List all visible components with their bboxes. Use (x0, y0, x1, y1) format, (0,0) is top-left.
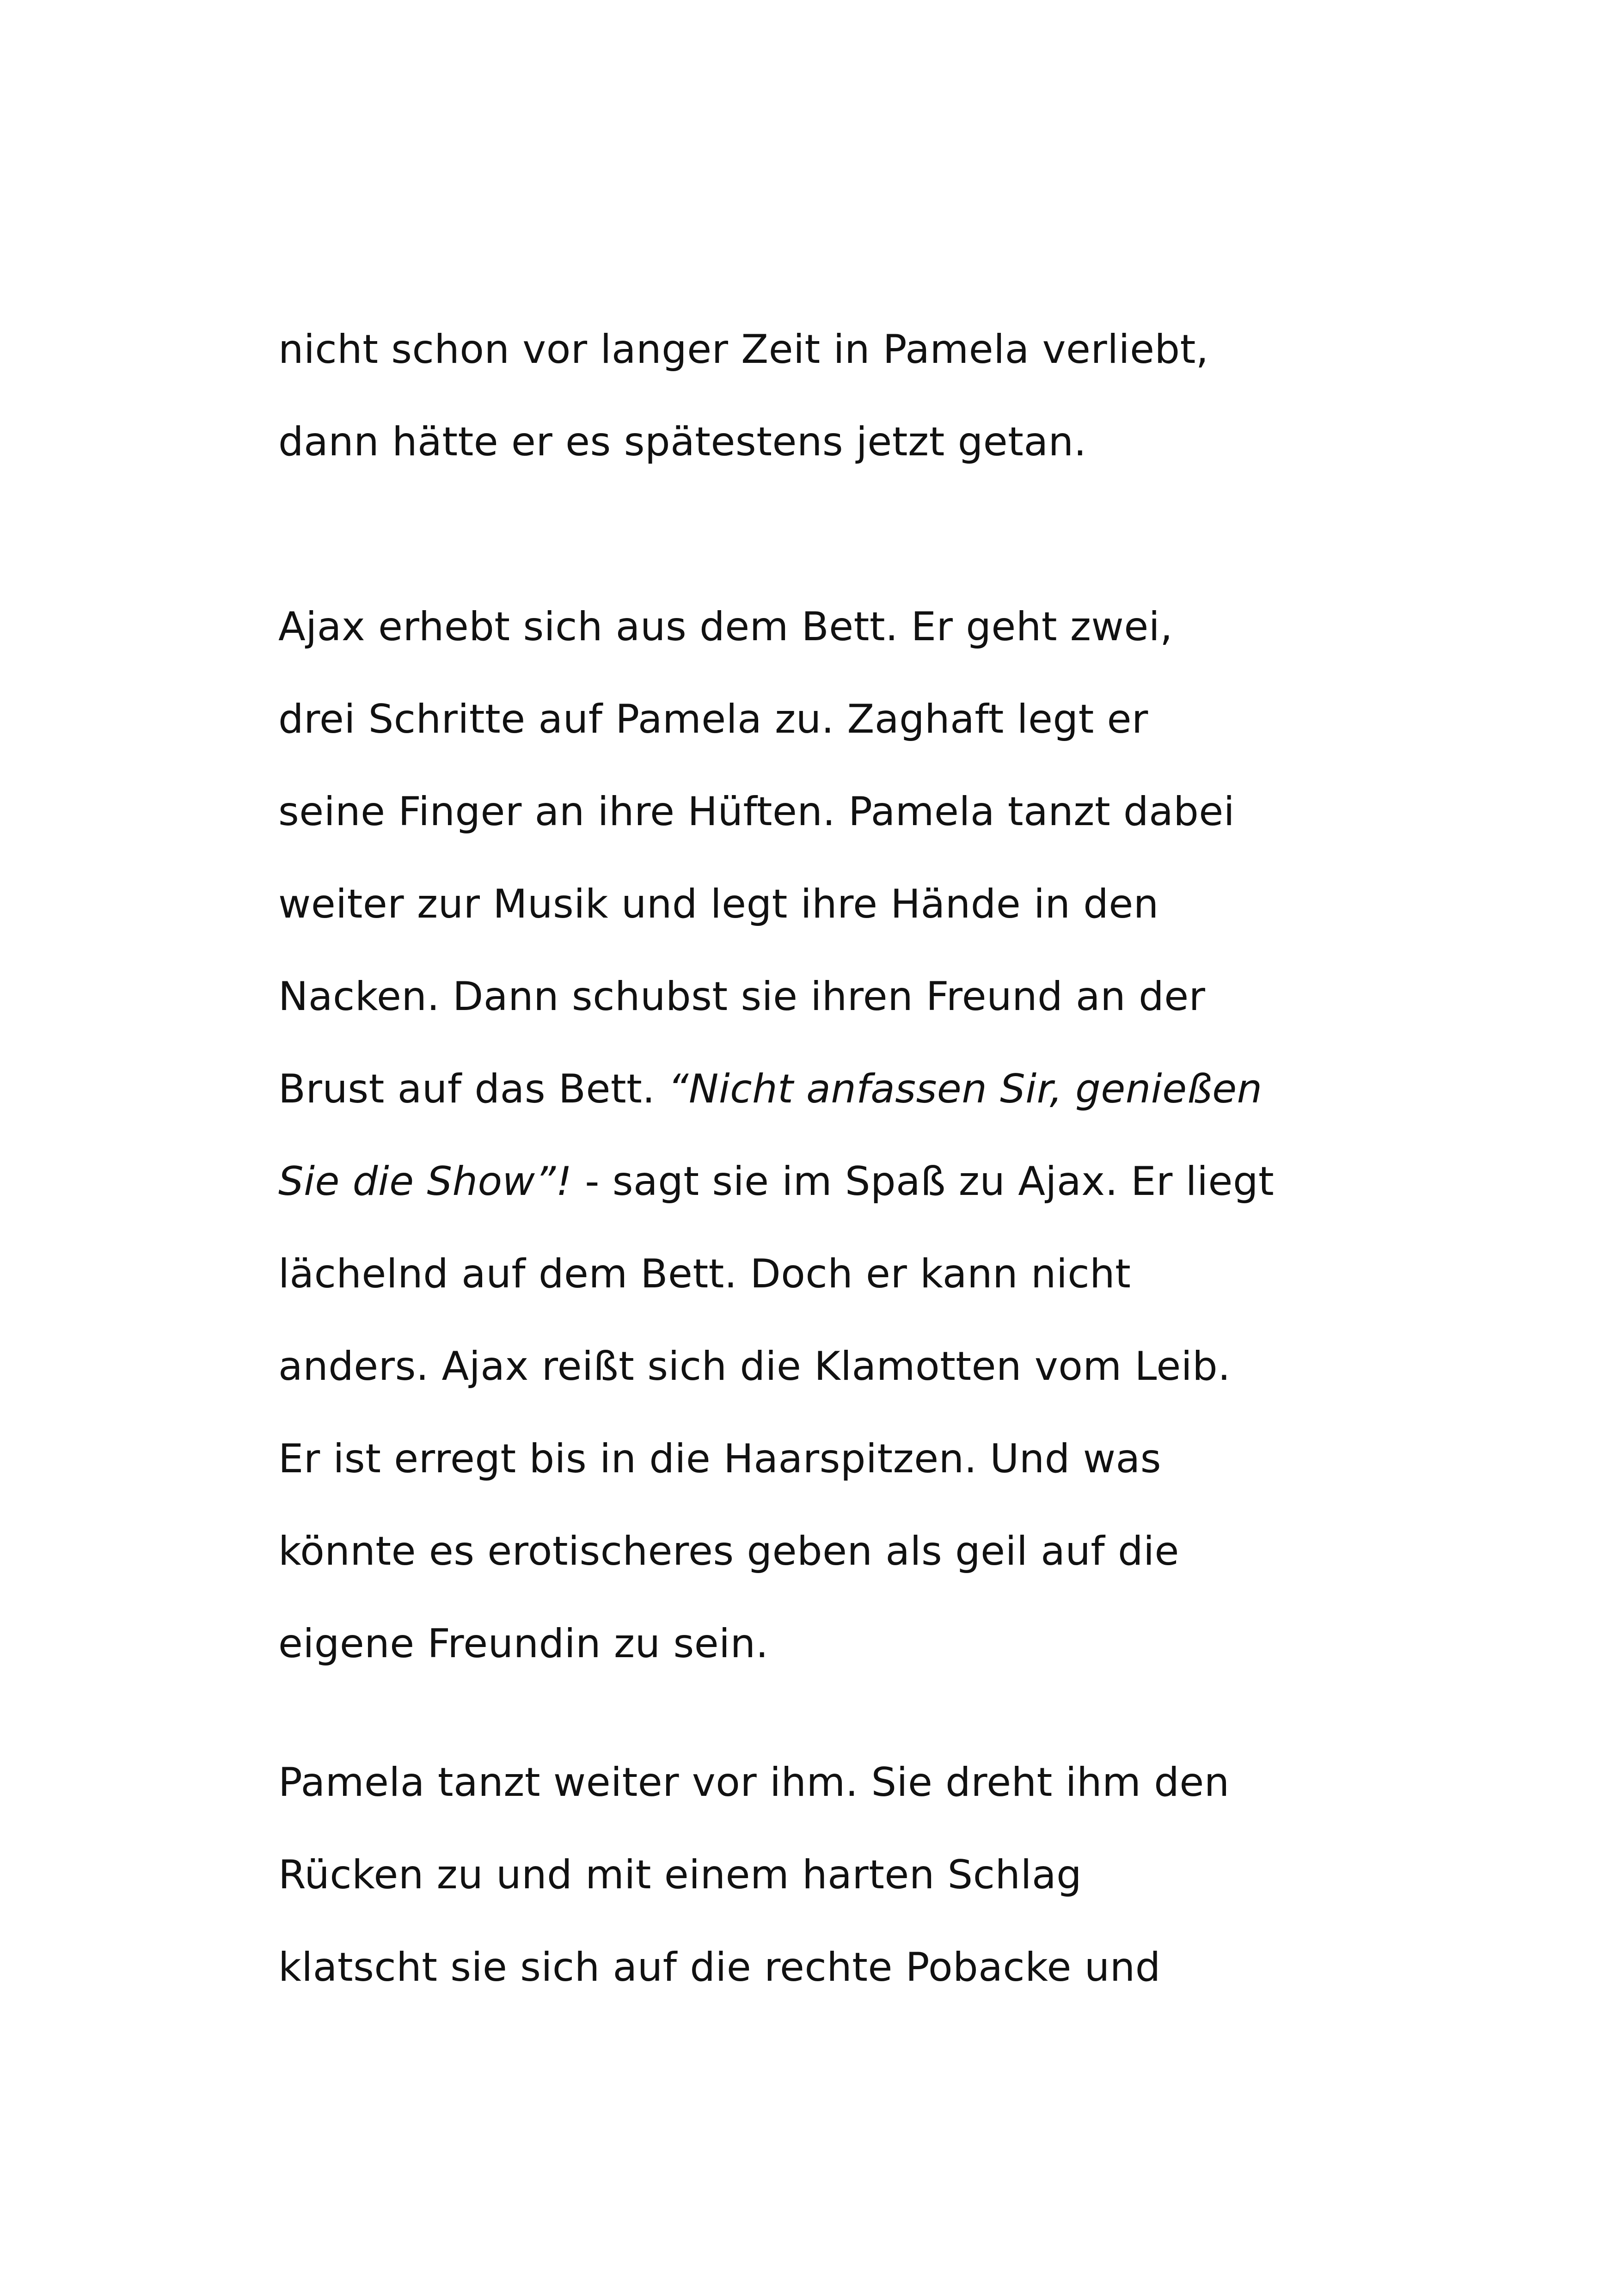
text-line: könnte es erotischeres geben als geil auf die (278, 1528, 1179, 1574)
paragraph-1 (278, 303, 1388, 488)
quote-italic: Sie die Show”! (278, 1158, 572, 1205)
text-line: Nacken. Dann schubst sie ihren Freund an der (278, 974, 1206, 1020)
text-line: nicht schon vor langer Zeit in Pamela verliebt, (278, 326, 1209, 373)
text-line (278, 1135, 1388, 1228)
text-line: anders. Ajax reißt sich die Klamotten vom Leib. (278, 1343, 1231, 1390)
text-line: lächelnd auf dem Bett. Doch er kann nicht (278, 1251, 1131, 1297)
text-normal: - sagt sie im Spaß zu Ajax. Er liegt (572, 1158, 1275, 1205)
paragraph-2 (278, 581, 1388, 1690)
text-line (278, 1043, 1388, 1135)
text-line: seine Finger an ihre Hüften. Pamela tanzt dabei (278, 789, 1235, 835)
quote-italic: “Nicht anfassen Sir, genießen (668, 1066, 1263, 1112)
text-line: weiter zur Musik und legt ihre Hände in den (278, 881, 1159, 927)
text-line: Rücken zu und mit einem harten Schlag (278, 1852, 1082, 1898)
text-line: Ajax erhebt sich aus dem Bett. Er geht zwei, (278, 604, 1173, 650)
paragraph-3 (278, 1736, 1388, 2014)
text-line: Pamela tanzt weiter vor ihm. Sie dreht ihm den (278, 1759, 1230, 1806)
text-line: dann hätte er es spätestens jetzt getan. (278, 419, 1087, 465)
text-line: klatscht sie sich auf die rechte Pobacke und (278, 1944, 1161, 1990)
text-line: drei Schritte auf Pamela zu. Zaghaft legt er (278, 696, 1148, 742)
text-line: Er ist erregt bis in die Haarspitzen. Und was (278, 1436, 1162, 1482)
text-normal: Brust auf das Bett. (278, 1066, 668, 1112)
text-line: eigene Freundin zu sein. (278, 1621, 769, 1667)
